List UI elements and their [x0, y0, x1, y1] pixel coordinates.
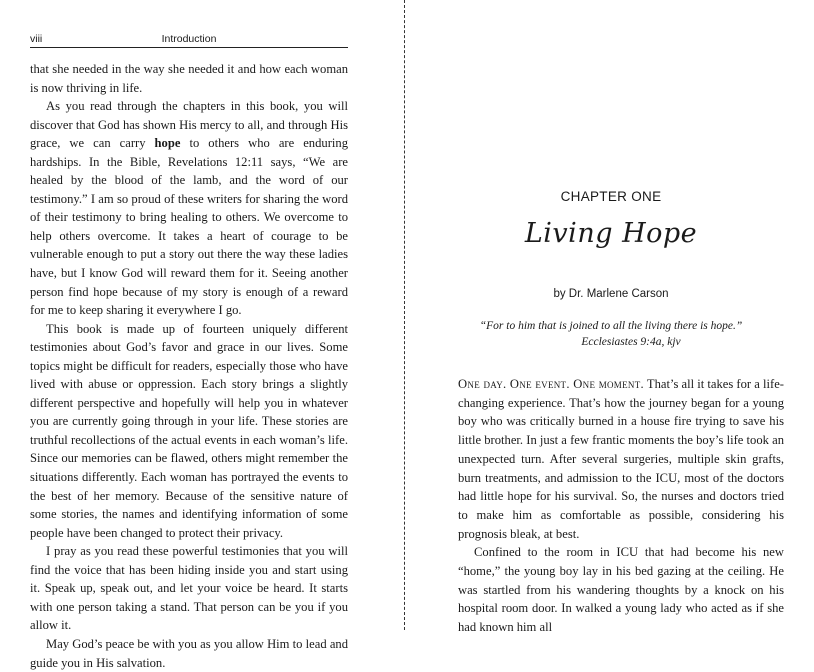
text-run: to others who are enduring hardships. In the Bible, Revelations 12:11 says, “We are healed by the blood of the lamb, and the word of our testimony.” I am so proud of these writers for sharing the word of their testimony to bring healing to others. We overcome to help others overcome. It takes a heart of courage to be vulnerable enough to put a story out there the way these ladies have, but I know God will reward them for it. Seeing another person find hope because of my story is enough of a reward for me to keep sharing it everywhere I go. [30, 136, 348, 318]
left-page [0, 0, 405, 670]
paragraph [30, 97, 348, 320]
running-title: Introduction [161, 33, 217, 45]
paragraph [458, 375, 784, 543]
chapter-label: CHAPTER ONE [560, 189, 662, 204]
text-run: This book is made up of fourteen uniquely different testimonies about God’s favor and grace in our lives. Some topics might be difficult for readers, especially those who have lived with abuse or oppression. Each story brings a slightly different perspective and hopefully will help you in whatever you are currently going through in your life. These stories are truthful recollections of the actual events in each woman’s life. Since our memories can be flawed, others might remember the situations differently. Each woman has portrayed the events to the best of her memory. Because of the sensitive nature of some stories, the names and identifying information of some people have been changed to protect their privacy. [30, 321, 348, 540]
byline: by Dr. Marlene Carson [553, 288, 669, 300]
body-text [458, 375, 784, 637]
paragraph: Confined to the room in ICU that had become his new “home,” the young boy lay in his bed gazing at the ceiling. He was startled from his wandering thoughts by a knock on his hospital room door. In walked a young lady who acted as if she had known him all [458, 545, 784, 635]
paragraph [30, 60, 348, 97]
opening-smallcaps: One day. One event. One moment. [458, 377, 644, 391]
epigraph-quote: “For to him that is joined to all the living there is hope.” [479, 320, 743, 332]
page-number: viii [30, 33, 43, 45]
page-divider [404, 0, 405, 630]
epigraph [408, 318, 814, 350]
running-head [30, 33, 348, 48]
text-run: that she needed in the way she needed it and how each woman is now thriving in life. [30, 62, 348, 95]
paragraph-text: That’s all it takes for a life-changing experience. That’s how the journey began for a young boy who was critically burned in a house fire trying to save his little brother. In just a few frantic moments the boy’s life took an unexpected turn. After several surgeries, multiple skin grafts, burn treatments, and admission to the ICU, most of the doctors had little hope for his survival. So, the nurses and doctors tried to make him as comfortable as possible, considering his prognosis bleak, at best. [458, 377, 784, 541]
text-run: I pray as you read these powerful testimonies that you will find the voice that has been hiding inside you and start using it. Speak up, speak out, and let your voice be heard. It starts with one person taking a stand. That person can be you if you allow it. [30, 544, 348, 633]
paragraph [30, 635, 348, 672]
right-page [408, 0, 814, 635]
bold-text: hope [154, 136, 181, 151]
paragraph [30, 542, 348, 635]
text-run: As you read through the chapters in this book, you will discover that God has shown His mercy to all, and through His grace, we can carry [30, 99, 348, 151]
epigraph-reference: Ecclesiastes 9:4a, kjv [581, 336, 681, 348]
text-run: May God’s peace be with you as you allow Him to lead and guide you in His salvation. [30, 636, 348, 670]
body-text [30, 60, 348, 672]
paragraph [30, 320, 348, 543]
chapter-title: Living Hope [524, 218, 698, 249]
